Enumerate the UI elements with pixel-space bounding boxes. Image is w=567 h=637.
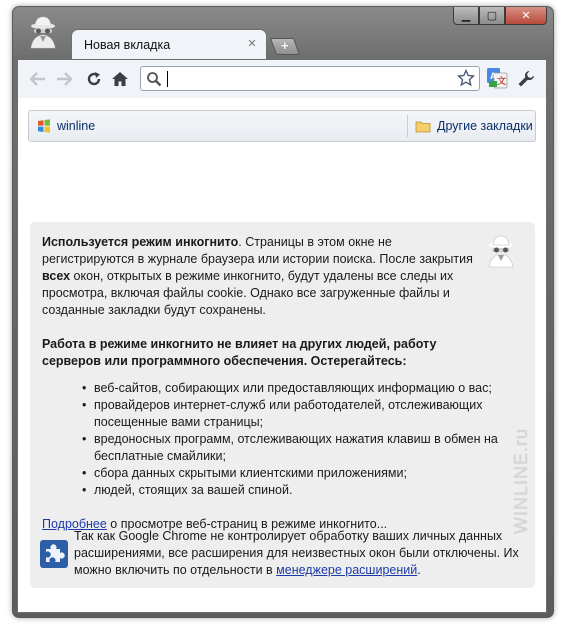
extension-puzzle-icon xyxy=(40,540,68,568)
list-item: • провайдеров интернет-служб или работодателей, отслеживающих посещенные вами страницы; xyxy=(82,397,514,431)
close-button[interactable] xyxy=(505,7,547,25)
tab-title: Новая вкладка xyxy=(84,38,171,52)
intro-text: . Страницы в этом окне не регистрируются в журнале браузера или истории поиска. После закрытия xyxy=(42,235,473,266)
forward-icon xyxy=(56,72,72,86)
new-tab-icon: + xyxy=(281,38,289,53)
minimize-button[interactable] xyxy=(453,7,479,25)
text-caret xyxy=(167,71,168,87)
browser-window xyxy=(12,6,554,618)
translate-button[interactable] xyxy=(486,67,508,89)
minimize-icon: ▁ xyxy=(461,10,471,22)
ext-text-1: Так как Google Chrome не контролирует обработку ваших личных данных расширениями, все расширения для неизвестных окон были отключены. Их можно включить по отдельности в xyxy=(74,529,519,577)
watermark xyxy=(511,427,533,554)
svg-text:A: A xyxy=(490,71,497,81)
extensions-text xyxy=(74,528,530,579)
address-bar[interactable] xyxy=(140,66,480,91)
wrench-icon xyxy=(517,70,535,88)
address-input[interactable] xyxy=(167,70,427,87)
intro-bold: Используется режим инкогнито xyxy=(42,235,239,249)
bookmark-separator xyxy=(407,115,408,137)
reload-button[interactable] xyxy=(84,69,104,89)
incognito-icon xyxy=(23,13,63,49)
incognito-icon xyxy=(481,232,521,268)
back-icon xyxy=(30,72,46,86)
incognito-warning: Работа в режиме инкогнито не влияет на других людей, работу серверов или программного обеспечения. Остерегайтесь: xyxy=(42,337,437,368)
other-bookmarks-label: Другие закладки xyxy=(437,119,533,133)
extensions-manager-link[interactable]: менеджере расширений xyxy=(276,563,418,577)
learn-more-text: о просмотре веб-страниц в режиме инкогнито... xyxy=(106,517,388,531)
new-tab-button[interactable] xyxy=(270,38,300,55)
ext-text-2: . xyxy=(417,563,421,577)
intro-all: всех xyxy=(42,269,71,283)
intro-text-2: окон, открытых в режиме инкогнито, будут удалены все следы их просмотра, включая файлы cookie. Однако все загруженные файлы и созданные закладки будут сохранены. xyxy=(42,269,454,317)
back-button[interactable] xyxy=(28,69,48,89)
home-icon xyxy=(111,71,129,87)
maximize-button[interactable] xyxy=(479,7,505,25)
home-button[interactable] xyxy=(110,69,130,89)
list-item: • сбора данных скрытыми клиентскими приложениями; xyxy=(82,465,514,482)
svg-text:文: 文 xyxy=(497,76,507,86)
other-bookmarks-button[interactable] xyxy=(415,119,533,133)
bookmarks-bar xyxy=(28,110,536,142)
watermark-text: WINLINE.ru xyxy=(511,427,531,534)
list-item: • людей, стоящих за вашей спиной. xyxy=(82,482,514,499)
warning-list xyxy=(42,380,521,499)
bookmark-label: winline xyxy=(57,119,96,133)
forward-button[interactable] xyxy=(54,69,74,89)
incognito-intro xyxy=(42,234,482,319)
incognito-info-panel xyxy=(30,222,535,588)
tab-close-icon[interactable]: ✕ xyxy=(247,38,257,50)
bookmark-item-winline[interactable] xyxy=(37,119,95,133)
tab-new-tab[interactable] xyxy=(71,29,267,60)
toolbar xyxy=(18,60,546,98)
maximize-icon: ▢ xyxy=(486,10,498,22)
list-item: • вредоносных программ, отслеживающих нажатия клавиш в обмен на бесплатные смайлики; xyxy=(82,431,514,465)
folder-icon xyxy=(415,120,431,133)
bookmark-star-icon[interactable] xyxy=(457,69,475,87)
windows-flag-icon xyxy=(37,119,51,133)
learn-more-link[interactable]: Подробнее xyxy=(42,517,107,531)
window-controls xyxy=(453,7,547,27)
extensions-notice xyxy=(40,528,530,579)
close-icon: ✕ xyxy=(521,10,531,22)
browser-content xyxy=(17,59,547,613)
settings-wrench-button[interactable] xyxy=(516,69,536,89)
search-icon xyxy=(146,71,162,87)
list-item: • веб-сайтов, собирающих или предоставляющих информацию о вас; xyxy=(82,380,514,397)
reload-icon xyxy=(86,71,102,87)
translate-icon xyxy=(486,67,508,89)
